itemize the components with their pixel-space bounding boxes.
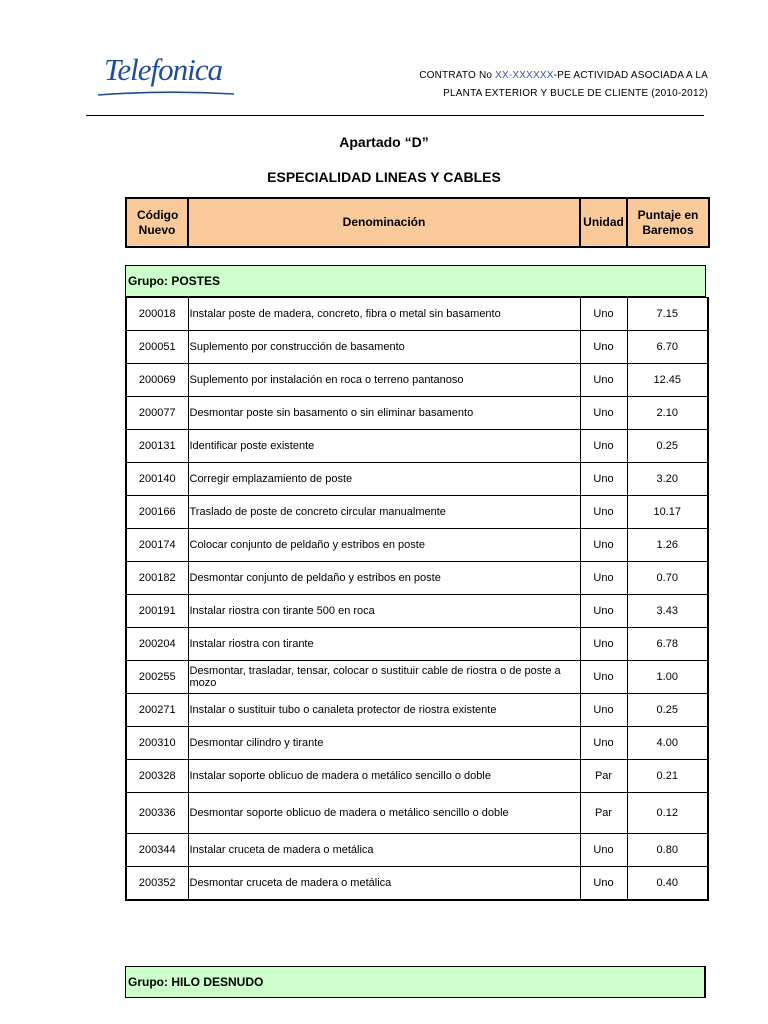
row-puntaje: 12.45 xyxy=(627,364,708,397)
table-row xyxy=(126,562,708,595)
row-unidad: Uno xyxy=(580,331,627,364)
row-code: 200336 xyxy=(126,793,188,834)
row-unidad: Uno xyxy=(580,463,627,496)
row-denominacion: Colocar conjunto de peldaño y estribos en poste xyxy=(188,529,580,562)
row-code: 200255 xyxy=(126,661,188,694)
row-unidad: Uno xyxy=(580,727,627,760)
contract-line-2: PLANTA EXTERIOR Y BUCLE DE CLIENTE (2010-2012) xyxy=(443,88,708,99)
logo-wordmark: Telefonica xyxy=(104,52,223,87)
header-denominacion: Denominación xyxy=(188,198,580,247)
row-code: 200182 xyxy=(126,562,188,595)
contract-code: XX-XXXXXX xyxy=(495,70,554,81)
row-puntaje: 3.43 xyxy=(627,595,708,628)
row-unidad: Uno xyxy=(580,397,627,430)
row-unidad: Uno xyxy=(580,562,627,595)
row-puntaje: 2.10 xyxy=(627,397,708,430)
row-denominacion: Instalar cruceta de madera o metálica xyxy=(188,834,580,867)
table-row xyxy=(126,331,708,364)
table-row xyxy=(126,397,708,430)
row-unidad: Uno xyxy=(580,364,627,397)
row-unidad: Uno xyxy=(580,595,627,628)
row-denominacion: Suplemento por instalación en roca o terreno pantanoso xyxy=(188,364,580,397)
row-code: 200344 xyxy=(126,834,188,867)
row-puntaje: 10.17 xyxy=(627,496,708,529)
table-row xyxy=(126,867,708,900)
table-row xyxy=(126,694,708,727)
contract-info xyxy=(419,67,708,103)
row-puntaje: 0.80 xyxy=(627,834,708,867)
row-unidad: Uno xyxy=(580,298,627,331)
row-code: 200328 xyxy=(126,760,188,793)
telefonica-logo xyxy=(96,52,246,100)
header-unidad: Unidad xyxy=(580,198,627,247)
row-code: 200131 xyxy=(126,430,188,463)
table-row xyxy=(126,463,708,496)
row-puntaje: 6.70 xyxy=(627,331,708,364)
table-header xyxy=(125,197,710,248)
table-row xyxy=(126,595,708,628)
table-row xyxy=(126,760,708,793)
table-row xyxy=(126,793,708,834)
row-denominacion: Identificar poste existente xyxy=(188,430,580,463)
row-code: 200191 xyxy=(126,595,188,628)
row-puntaje: 0.25 xyxy=(627,694,708,727)
table-row xyxy=(126,529,708,562)
row-denominacion: Suplemento por construcción de basamento xyxy=(188,331,580,364)
row-denominacion: Instalar poste de madera, concreto, fibra o metal sin basamento xyxy=(188,298,580,331)
row-denominacion: Desmontar poste sin basamento o sin eliminar basamento xyxy=(188,397,580,430)
row-unidad: Uno xyxy=(580,529,627,562)
apartado-title: Apartado “D” xyxy=(339,134,429,150)
especialidad-title: ESPECIALIDAD LINEAS Y CABLES xyxy=(267,169,501,185)
items-table xyxy=(125,297,709,901)
row-denominacion: Desmontar cruceta de madera o metálica xyxy=(188,867,580,900)
row-puntaje: 0.25 xyxy=(627,430,708,463)
row-denominacion: Desmontar, trasladar, tensar, colocar o sustituir cable de riostra o de poste a mozo xyxy=(188,661,580,694)
row-denominacion: Instalar o sustituir tubo o canaleta protector de riostra existente xyxy=(188,694,580,727)
table-row xyxy=(126,661,708,694)
row-denominacion: Instalar riostra con tirante 500 en roca xyxy=(188,595,580,628)
row-unidad: Uno xyxy=(580,628,627,661)
row-puntaje: 0.12 xyxy=(627,793,708,834)
row-unidad: Uno xyxy=(580,834,627,867)
row-code: 200077 xyxy=(126,397,188,430)
table-row xyxy=(126,298,708,331)
contract-prefix: CONTRATO No xyxy=(419,70,496,81)
row-code: 200174 xyxy=(126,529,188,562)
row-denominacion: Corregir emplazamiento de poste xyxy=(188,463,580,496)
row-code: 200140 xyxy=(126,463,188,496)
row-puntaje: 0.70 xyxy=(627,562,708,595)
row-puntaje: 0.21 xyxy=(627,760,708,793)
header-puntaje: Puntaje en Baremos xyxy=(627,198,709,247)
row-denominacion: Desmontar cilindro y tirante xyxy=(188,727,580,760)
contract-line-1 xyxy=(419,67,708,85)
row-code: 200051 xyxy=(126,331,188,364)
row-puntaje: 6.78 xyxy=(627,628,708,661)
row-denominacion: Desmontar conjunto de peldaño y estribos en poste xyxy=(188,562,580,595)
row-code: 200204 xyxy=(126,628,188,661)
row-code: 200069 xyxy=(126,364,188,397)
table-row xyxy=(126,727,708,760)
row-unidad: Uno xyxy=(580,867,627,900)
row-puntaje: 7.15 xyxy=(627,298,708,331)
row-denominacion: Instalar riostra con tirante xyxy=(188,628,580,661)
row-code: 200166 xyxy=(126,496,188,529)
row-denominacion: Instalar soporte oblicuo de madera o metálico sencillo o doble xyxy=(188,760,580,793)
contract-rest: -PE ACTIVIDAD ASOCIADA A LA xyxy=(553,70,708,81)
row-code: 200310 xyxy=(126,727,188,760)
row-code: 200352 xyxy=(126,867,188,900)
table-row xyxy=(126,834,708,867)
row-unidad: Uno xyxy=(580,694,627,727)
row-unidad: Par xyxy=(580,793,627,834)
group-postes: Grupo: POSTES xyxy=(125,265,706,297)
row-unidad: Uno xyxy=(580,661,627,694)
logo-swoosh-icon xyxy=(96,90,236,98)
row-denominacion: Desmontar soporte oblicuo de madera o metálico sencillo o doble xyxy=(188,793,580,834)
group-hilo-desnudo: Grupo: HILO DESNUDO xyxy=(125,966,706,998)
row-unidad: Uno xyxy=(580,496,627,529)
table-row xyxy=(126,364,708,397)
row-unidad: Uno xyxy=(580,430,627,463)
row-puntaje: 1.26 xyxy=(627,529,708,562)
row-code: 200018 xyxy=(126,298,188,331)
table-row xyxy=(126,430,708,463)
table-row xyxy=(126,628,708,661)
header-divider xyxy=(86,115,704,116)
row-denominacion: Traslado de poste de concreto circular manualmente xyxy=(188,496,580,529)
table-row xyxy=(126,496,708,529)
row-puntaje: 1.00 xyxy=(627,661,708,694)
row-puntaje: 3.20 xyxy=(627,463,708,496)
row-puntaje: 4.00 xyxy=(627,727,708,760)
row-puntaje: 0.40 xyxy=(627,867,708,900)
row-unidad: Par xyxy=(580,760,627,793)
row-code: 200271 xyxy=(126,694,188,727)
header-codigo: Código Nuevo xyxy=(126,198,188,247)
